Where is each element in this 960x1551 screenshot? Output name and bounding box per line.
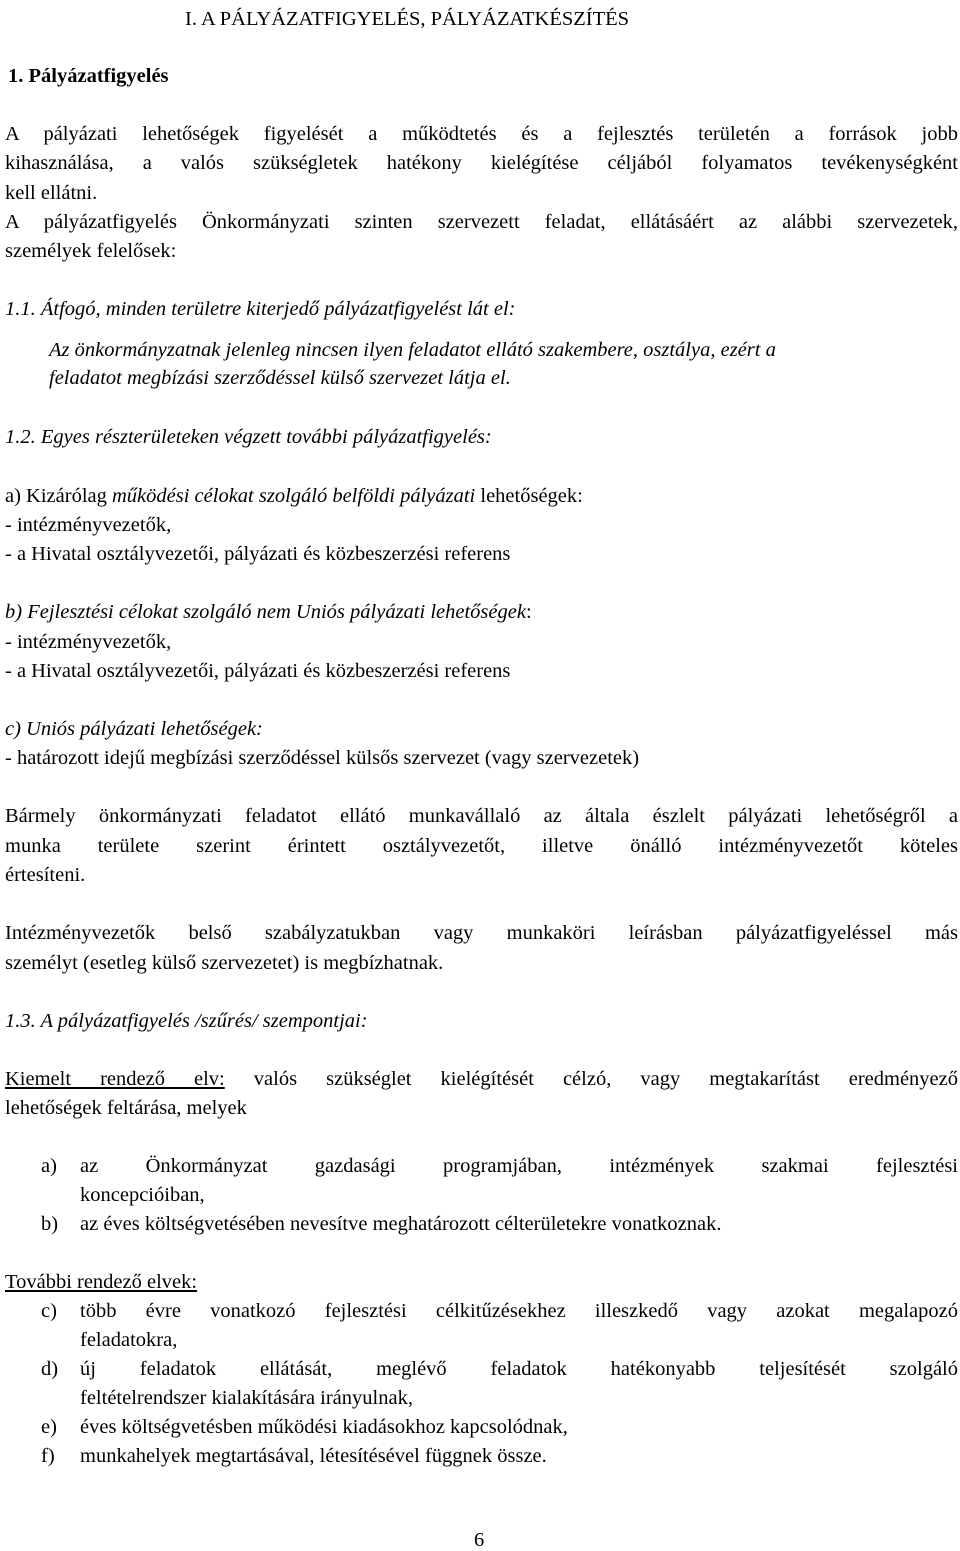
list-b-item: - a Hivatal osztályvezetői, pályázati és közbeszerzési referens	[5, 660, 511, 682]
section-title: 1. Pályázatfigyelés	[8, 65, 169, 87]
page-number: 6	[474, 1529, 485, 1551]
subsection-1-1-body: feladatot megbízási szerződéssel külső szervezet látja el.	[49, 367, 511, 389]
list-b-heading: b) Fejlesztési célokat szolgáló nem Uniós pályázati lehetőségek:	[5, 601, 532, 623]
kiemelt-line: lehetőségek feltárása, melyek	[5, 1097, 247, 1119]
subsection-1-1-heading: 1.1. Átfogó, minden területre kiterjedő pályázatfigyelést lát el:	[5, 298, 516, 320]
paragraph-line: értesíteni.	[5, 864, 86, 886]
paragraph-line: Intézményvezetők belső szabályzatukban vagy munkaköri leírásban pályázatfigyeléssel más	[5, 922, 958, 944]
subsection-1-3-heading: 1.3. A pályázatfigyelés /szűrés/ szempontjai:	[5, 1010, 368, 1032]
list-a-item: - intézményvezetők,	[5, 514, 172, 536]
list-item: éves költségvetésben működési kiadásokhoz kapcsolódnak,	[80, 1416, 568, 1438]
list-item: új feladatok ellátását, meglévő feladatok hatékonyabb teljesítését szolgáló	[80, 1358, 958, 1380]
list-a-heading: a) Kizárólag működési célokat szolgáló belföldi pályázati lehetőségek:	[5, 485, 583, 507]
tovabbi-label: További rendező elvek:	[5, 1271, 198, 1293]
subsection-1-1-body: Az önkormányzatnak jelenleg nincsen ilyen feladatot ellátó szakembere, osztálya, ezért a	[49, 339, 776, 361]
list-item: az Önkormányzat gazdasági programjában, intézmények szakmai fejlesztési	[80, 1155, 958, 1177]
intro-line: A pályázati lehetőségek figyelését a működtetés és a fejlesztés területén a források jobb	[5, 123, 958, 145]
list-c-heading: c) Uniós pályázati lehetőségek:	[5, 718, 263, 740]
list-item: feltételrendszer kialakítására irányulnak,	[80, 1387, 413, 1409]
intro-line: kihasználása, a valós szükségletek hatékony kielégítése céljából folyamatos tevékenységként	[5, 152, 958, 174]
list-marker: a)	[41, 1155, 57, 1177]
list-c-item: - határozott idejű megbízási szerződéssel külsős szervezet (vagy szervezetek)	[5, 747, 640, 769]
list-item: több évre vonatkozó fejlesztési célkitűzésekhez illeszkedő vagy azokat megalapozó	[80, 1300, 958, 1322]
list-item: koncepcióiban,	[80, 1184, 205, 1206]
subsection-1-2-heading: 1.2. Egyes részterületeken végzett további pályázatfigyelés:	[5, 426, 492, 448]
intro-line: személyek felelősek:	[5, 240, 177, 262]
paragraph-line: munka területe szerint érintett osztályvezetőt, illetve önálló intézményvezetőt köteles	[5, 835, 958, 857]
paragraph-line: Bármely önkormányzati feladatot ellátó munkavállaló az általa észlelt pályázati lehetőségről a	[5, 805, 958, 827]
intro-line: A pályázatfigyelés Önkormányzati szinten szervezett feladat, ellátásáért az alábbi szervezetek,	[5, 211, 958, 233]
intro-line: kell ellátni.	[5, 182, 98, 204]
paragraph-line: személyt (esetleg külső szervezetet) is megbízhatnak.	[5, 952, 444, 974]
list-marker: b)	[41, 1213, 59, 1235]
list-a-item: - a Hivatal osztályvezetői, pályázati és közbeszerzési referens	[5, 543, 511, 565]
chapter-title: I. A PÁLYÁZATFIGYELÉS, PÁLYÁZATKÉSZÍTÉS	[185, 8, 630, 30]
list-item: az éves költségvetésében nevesítve meghatározott célterületekre vonatkoznak.	[80, 1213, 722, 1235]
list-marker: d)	[41, 1358, 59, 1380]
list-item: feladatokra,	[80, 1329, 178, 1351]
list-marker: c)	[41, 1300, 57, 1322]
kiemelt-line: Kiemelt rendező elv: valós szükséglet kielégítését célzó, vagy megtakarítást eredményező	[5, 1068, 958, 1090]
list-marker: f)	[41, 1445, 55, 1467]
list-item: munkahelyek megtartásával, létesítésével függnek össze.	[80, 1445, 547, 1467]
list-marker: e)	[41, 1416, 57, 1438]
list-b-item: - intézményvezetők,	[5, 631, 172, 653]
